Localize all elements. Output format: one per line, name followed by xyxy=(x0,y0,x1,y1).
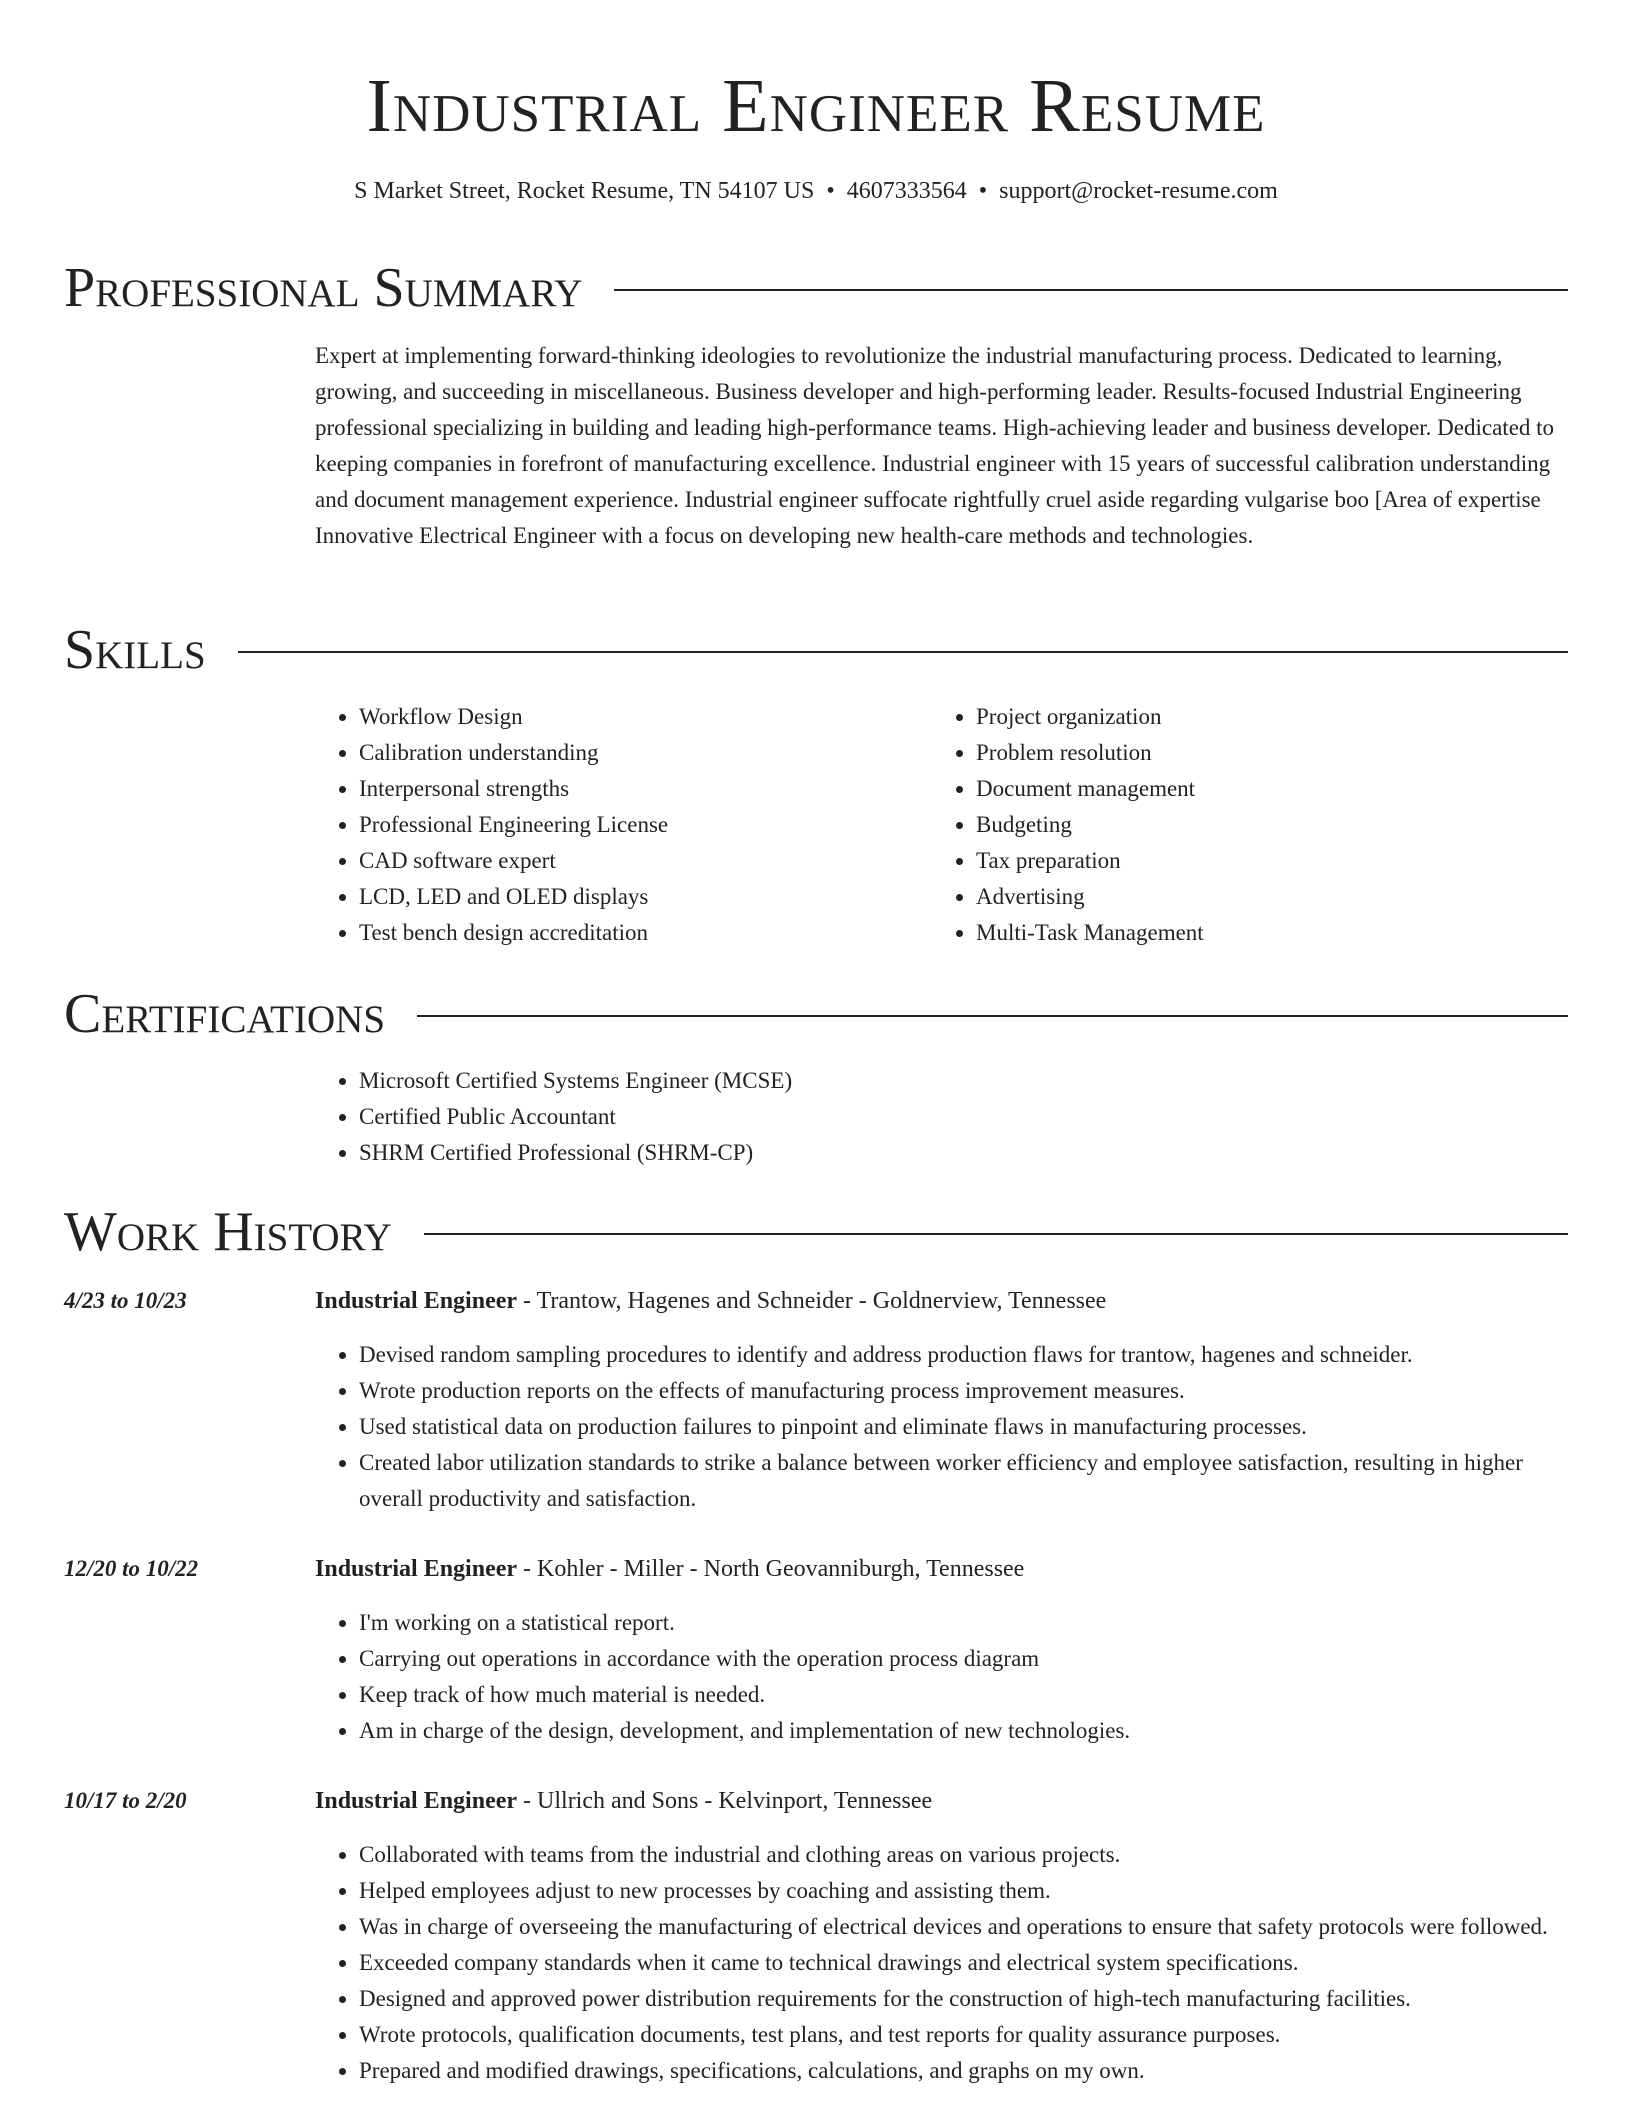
job-header xyxy=(315,1783,1568,1819)
job-employer: - Trantow, Hagenes and Schneider - Goldnerview, Tennessee xyxy=(517,1288,1107,1314)
job-duty: • Prepared and modified drawings, specifications, calculations, and graphs on my own. xyxy=(359,2053,1568,2089)
section-divider xyxy=(614,289,1568,291)
skill-item: • Problem resolution xyxy=(976,735,1576,771)
skill-item: • Multi-Task Management xyxy=(976,915,1576,951)
job-dates: 4/23 to 10/23 xyxy=(64,1288,187,1313)
skills-section-header xyxy=(64,618,1568,682)
job-dates: 10/17 to 2/20 xyxy=(64,1788,187,1813)
certification-item: • SHRM Certified Professional (SHRM-CP) xyxy=(359,1135,1568,1171)
section-divider xyxy=(417,1015,1568,1017)
job-duty: • Wrote protocols, qualification documents, test plans, and test reports for quality assurance purposes. xyxy=(359,2017,1568,2053)
work-history-section-header xyxy=(64,1200,1568,1264)
job-duty: • Carrying out operations in accordance with the operation process diagram xyxy=(359,1641,1568,1677)
job-header xyxy=(315,1551,1568,1587)
job-duties-list xyxy=(315,1837,1568,2089)
skills-list-left xyxy=(315,699,919,951)
job-employer: - Kohler - Miller - North Geovanniburgh, Tennessee xyxy=(517,1556,1025,1582)
job-dates: 12/20 to 10/22 xyxy=(64,1556,199,1581)
section-divider xyxy=(424,1233,1568,1235)
skill-item: • LCD, LED and OLED displays xyxy=(359,879,919,915)
job-duty: • Am in charge of the design, development, and implementation of new technologies. xyxy=(359,1713,1568,1749)
skill-item: • Interpersonal strengths xyxy=(359,771,919,807)
job-employer: - Ullrich and Sons - Kelvinport, Tennessee xyxy=(517,1788,933,1814)
job-title: Industrial Engineer xyxy=(315,1788,518,1814)
job-header xyxy=(315,1283,1568,1319)
summary-section-header xyxy=(64,256,1568,320)
contact-phone: 4607333564 xyxy=(846,178,967,204)
section-divider xyxy=(238,651,1568,653)
job-duty: • Designed and approved power distribution requirements for the construction of high-tech manufacturing facilities. xyxy=(359,1981,1568,2017)
job-title: Industrial Engineer xyxy=(315,1556,518,1582)
certifications-list xyxy=(315,1063,1568,1171)
skill-item: • Calibration understanding xyxy=(359,735,919,771)
skill-item: • Tax preparation xyxy=(976,843,1576,879)
work-history-heading: Work History xyxy=(64,1201,392,1263)
job-duty: • Helped employees adjust to new processes by coaching and assisting them. xyxy=(359,1873,1568,1909)
certification-item: • Certified Public Accountant xyxy=(359,1099,1568,1135)
contact-address: S Market Street, Rocket Resume, TN 54107 US xyxy=(354,178,815,204)
job-duty: • Wrote production reports on the effects of manufacturing process improvement measures. xyxy=(359,1373,1568,1409)
skill-item: • Document management xyxy=(976,771,1576,807)
contact-email: support@rocket-resume.com xyxy=(999,178,1278,204)
skills-list-right xyxy=(932,699,1576,951)
summary-heading: Professional Summary xyxy=(64,257,583,319)
job-duty: • Collaborated with teams from the industrial and clothing areas on various projects. xyxy=(359,1837,1568,1873)
skill-item: • Budgeting xyxy=(976,807,1576,843)
job-duties-list xyxy=(315,1337,1568,1517)
certifications-section-header xyxy=(64,982,1568,1046)
skill-item: • Professional Engineering License xyxy=(359,807,919,843)
skill-item: • Workflow Design xyxy=(359,699,919,735)
resume-title: Industrial Engineer Resume xyxy=(366,64,1266,148)
certifications-heading: Certifications xyxy=(64,983,386,1045)
skill-item: • CAD software expert xyxy=(359,843,919,879)
contact-separator: • xyxy=(978,178,988,204)
contact-line xyxy=(0,176,1632,206)
job-duty: • Created labor utilization standards to strike a balance between worker efficiency and employee satisfaction, resulting in higher overall productivity and satisfaction. xyxy=(359,1445,1568,1517)
job-duty: • Devised random sampling procedures to identify and address production flaws for trantow, hagenes and schneider. xyxy=(359,1337,1568,1373)
skill-item: • Project organization xyxy=(976,699,1576,735)
job-title: Industrial Engineer xyxy=(315,1288,518,1314)
certification-item: • Microsoft Certified Systems Engineer (MCSE) xyxy=(359,1063,1568,1099)
job-duty: • Keep track of how much material is needed. xyxy=(359,1677,1568,1713)
job-duties-list xyxy=(315,1605,1568,1749)
skill-item: • Advertising xyxy=(976,879,1576,915)
job-duty: • Was in charge of overseeing the manufacturing of electrical devices and operations to ensure that safety protocols were followed. xyxy=(359,1909,1568,1945)
job-duty: • Exceeded company standards when it came to technical drawings and electrical system specifications. xyxy=(359,1945,1568,1981)
summary-text: Expert at implementing forward-thinking ideologies to revolutionize the industrial manufacturing process. Dedicated to learning, growing, and succeeding in miscellaneous. Business developer and high-performing leader. Results-focused Industrial Engineering professional specializing in building and leading high-performance teams. High-achieving leader and business developer. Dedicated to keeping companies in forefront of manufacturing excellence. Industrial engineer with 15 years of successful calibration understanding and document management experience. Industrial engineer suffocate rightfully cruel aside regarding vulgarise boo [Area of expertise Innovative Electrical Engineer with a focus on developing new health-care methods and technologies. xyxy=(315,343,1555,548)
job-duty: • I'm working on a statistical report. xyxy=(359,1605,1568,1641)
contact-separator: • xyxy=(826,178,835,204)
job-duty: • Used statistical data on production failures to pinpoint and eliminate flaws in manufacturing processes. xyxy=(359,1409,1568,1445)
skills-heading: Skills xyxy=(64,619,206,681)
skill-item: • Test bench design accreditation xyxy=(359,915,919,951)
